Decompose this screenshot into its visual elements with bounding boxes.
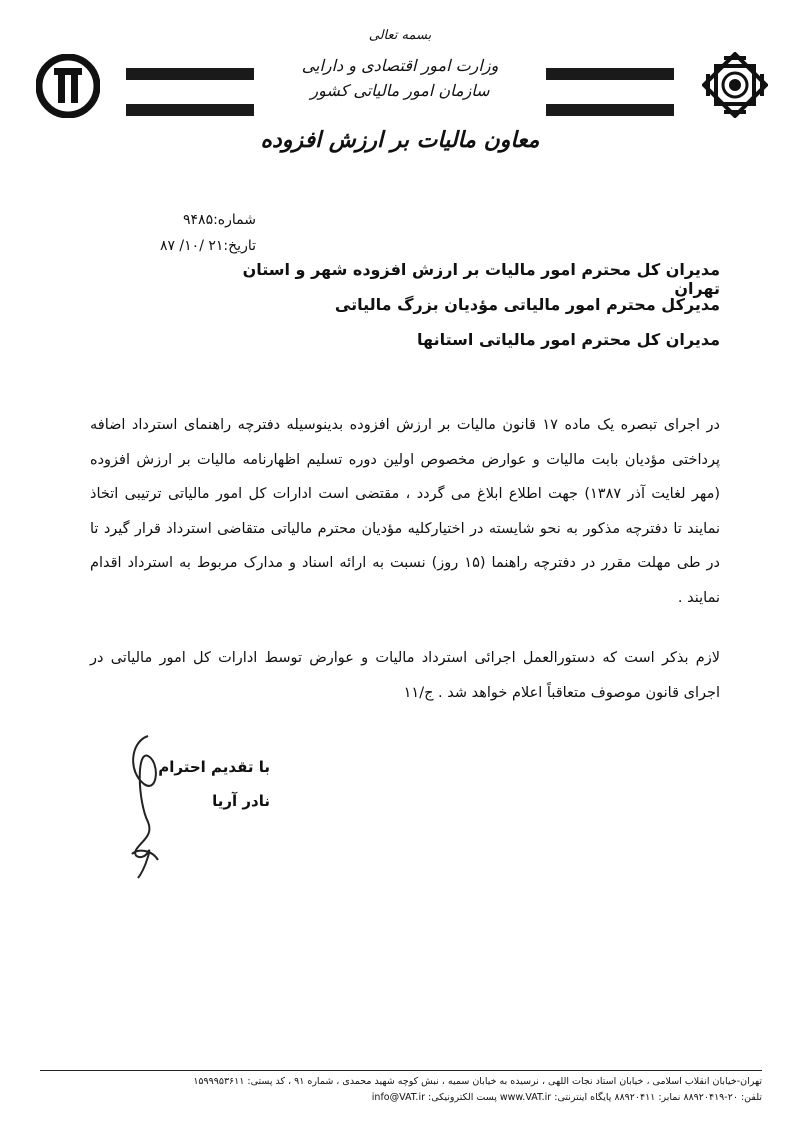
deputy-title: معاون مالیات بر ارزش افزوده <box>260 128 540 153</box>
signature-icon <box>118 732 178 882</box>
header-bar-left-bottom <box>126 104 254 116</box>
basmala: بسمه تعالی <box>368 28 432 43</box>
addressee-line: مدیران کل محترم امور مالیات بر ارزش افزوده شهر و استان تهران <box>242 260 720 298</box>
seal-emblem-icon <box>702 52 768 118</box>
header-bar-right-top <box>546 68 674 80</box>
letter-body <box>90 408 720 736</box>
ministry-name: وزارت امور اقتصادی و دارایی <box>301 56 499 75</box>
footer-contact: تلفن: ۲۰-۸۸۹۲۰۴۱۹ نمابر: ۸۸۹۲۰۴۱۱ پایگاه اینترنتی: www.VAT.ir پست الکترونیکی: info@VAT.ir <box>371 1092 762 1103</box>
header-bar-left-top <box>126 68 254 80</box>
organization-logo-right <box>702 52 768 118</box>
body-paragraph: در اجرای تبصره یک ماده ۱۷ قانون مالیات بر ارزش افزوده بدینوسیله دفترچه راهنمای استرداد اضافه پرداختی مؤدیان بابت مالیات و عوارض مخصوص اولین دوره تسلیم اظهارنامه مالیات بر ارزش افزوده (مهر لغایت آذر ۱۳۸۷) جهت اطلاع ابلاغ می گردد ، مقتضی است ادارات کل امور مالیاتی ترتیبی اتخاذ نمایند تا دفترچه مذکور به نحو شایسته در اختیارکلیه مؤدیان محترم مالیاتی متقاضی استرداد قرار گیرد تا در طی مهلت مقرر در دفترچه راهنما (۱۵ روز) نسبت به ارائه اسناد و مدارک مربوط به استرداد اقدام نمایند . <box>90 417 720 606</box>
letter-date: تاریخ:۲۱ /۱۰/ ۸۷ <box>159 238 256 254</box>
footer-divider <box>40 1070 762 1071</box>
organization-name: سازمان امور مالیاتی کشور <box>310 81 490 100</box>
addressee-line: مدیران کل محترم امور مالیاتی استانها <box>417 330 720 349</box>
circle-emblem-icon <box>36 54 100 118</box>
addressee-line: مدیرکل محترم امور مالیاتی مؤدیان بزرگ مالیاتی <box>334 295 720 314</box>
header-bar-right-bottom <box>546 104 674 116</box>
body-paragraph: لازم بذکر است که دستورالعمل اجرائی استرداد مالیات و عوارض توسط ادارات کل امور مالیاتی در اجرای قانون موصوف متعاقباً اعلام خواهد شد . ج/۱۱ <box>90 650 720 701</box>
signer-name: نادر آریا <box>212 792 270 810</box>
letter-number: شماره:۹۴۸۵ <box>183 212 256 228</box>
organization-logo-left <box>36 54 100 118</box>
footer-address: تهران-خیابان انقلاب اسلامی ، خیابان استاد نجات اللهی ، نرسیده به خیابان سمیه ، نبش کوچه شهید محمدی ، شماره ۹۱ ، کد پستی: ۱۵۹۹۹۵۳۶۱۱ <box>193 1076 762 1087</box>
handwritten-signature <box>118 732 178 882</box>
closing-regards: با تقدیم احترام <box>158 758 270 776</box>
